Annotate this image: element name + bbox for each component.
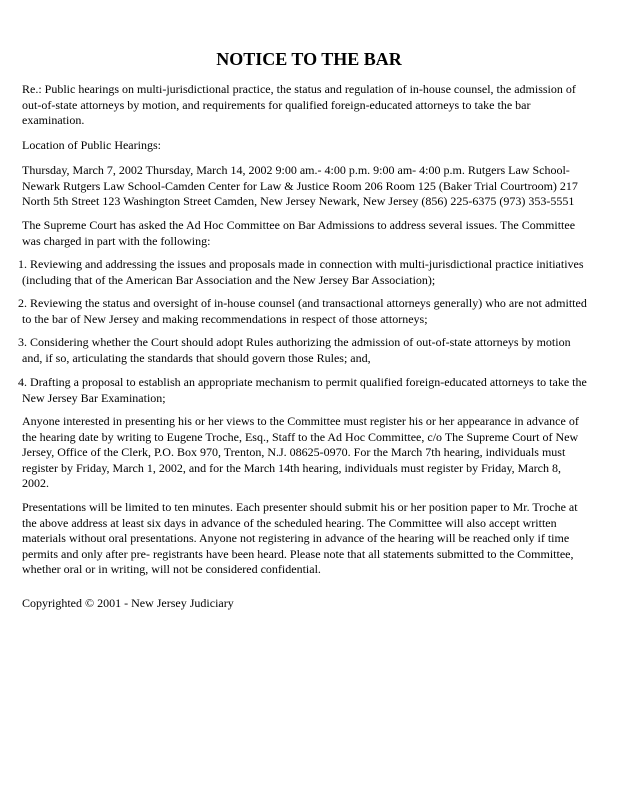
re-line: out-of-state attorneys by motion, and requirements for qualified foreign-educated attorneys to take the bar (22, 97, 531, 112)
location-line: Thursday, March 7, 2002 Thursday, March 14, 2002 9:00 am.- 4:00 p.m. 9:00 am- 4:00 p.m. Rutgers Law School- (22, 163, 570, 177)
register-line: the hearing date by writing to Eugene Troche, Esq., Staff to the Ad Hoc Committee, c/o The Supreme Court of New (22, 429, 579, 444)
page-title: NOTICE TO THE BAR (216, 49, 402, 69)
presentations-paragraph (22, 500, 578, 578)
location-line: North 5th Street 123 Washington Street Camden, New Jersey Newark, New Jersey (856) 225-6375 (973) 353-5551 (22, 194, 575, 208)
item-3-line: 3. Considering whether the Court should adopt Rules authorizing the admission of out-of-state attorneys by motion (18, 335, 571, 349)
item-1-line: (including that of the American Bar Association and the New Jersey Bar Association); (22, 272, 436, 287)
intro-paragraph (22, 218, 575, 249)
item-4-line: New Jersey Bar Examination; (22, 390, 166, 405)
intro-line: was charged in part with the following: (22, 233, 211, 248)
register-line: register by Friday, March 1, 2002, and for the March 14th hearing, individuals must register by Friday, March 8, (22, 460, 561, 475)
item-2-line: 2. Reviewing the status and oversight of in-house counsel (and transactional attorneys generally) who are not admitted (18, 296, 587, 310)
presentations-line: Presentations will be limited to ten minutes. Each presenter should submit his or her position paper to Mr. Troche at (22, 500, 578, 514)
item-1-paragraph (18, 257, 584, 288)
item-3-line: and, if so, articulating the standards that should govern those Rules; and, (22, 350, 371, 365)
location-heading: Location of Public Hearings: (22, 138, 161, 152)
location-line: Newark Rutgers Law School-Camden Center for Law & Justice Room 206 Room 125 (Baker Trial Courtroom) 217 (22, 178, 578, 193)
re-line: examination. (22, 113, 85, 127)
item-4-line: 4. Drafting a proposal to establish an appropriate mechanism to permit qualified foreign-educated attorneys to take the (18, 375, 587, 389)
presentations-line: whether oral or in writing, will not be considered confidential. (22, 562, 321, 576)
register-line: Jersey, Office of the Clerk, P.O. Box 970, Trenton, N.J. 08625-0970. For the March 7th hearing, individuals must (22, 445, 566, 459)
item-3-paragraph (18, 335, 571, 366)
intro-line: The Supreme Court has asked the Ad Hoc Committee on Bar Admissions to address several issues. The Committee (22, 218, 576, 232)
re-paragraph (22, 82, 576, 129)
copyright-footer: Copyrighted © 2001 - New Jersey Judiciary (22, 596, 234, 610)
register-line: 2002. (22, 476, 49, 490)
re-line: Re.: Public hearings on multi-jurisdictional practice, the status and regulation of in-house counsel, the admission of (22, 82, 576, 96)
presentations-line: permits and only after pre- registrants have been heard. Please note that all statements submitted to the Committee, (22, 546, 574, 561)
item-2-paragraph (18, 296, 587, 327)
register-line: Anyone interested in presenting his or her views to the Committee must register his or her appearance in advance of (22, 414, 579, 428)
item-2-line: to the bar of New Jersey and making recommendations in respect of those attorneys; (22, 311, 428, 326)
location-paragraph (22, 163, 578, 210)
register-paragraph (22, 414, 579, 492)
item-4-paragraph (18, 375, 587, 406)
presentations-line: the above address at least six days in advance of the scheduled hearing. The Committee will also accept written (22, 515, 557, 530)
presentations-line: materials without oral presentations. Anyone not registering in advance of the hearing will be reached only if time (22, 531, 570, 545)
item-1-line: 1. Reviewing and addressing the issues and proposals made in connection with multi-jurisdictional practice initiatives (18, 257, 584, 271)
